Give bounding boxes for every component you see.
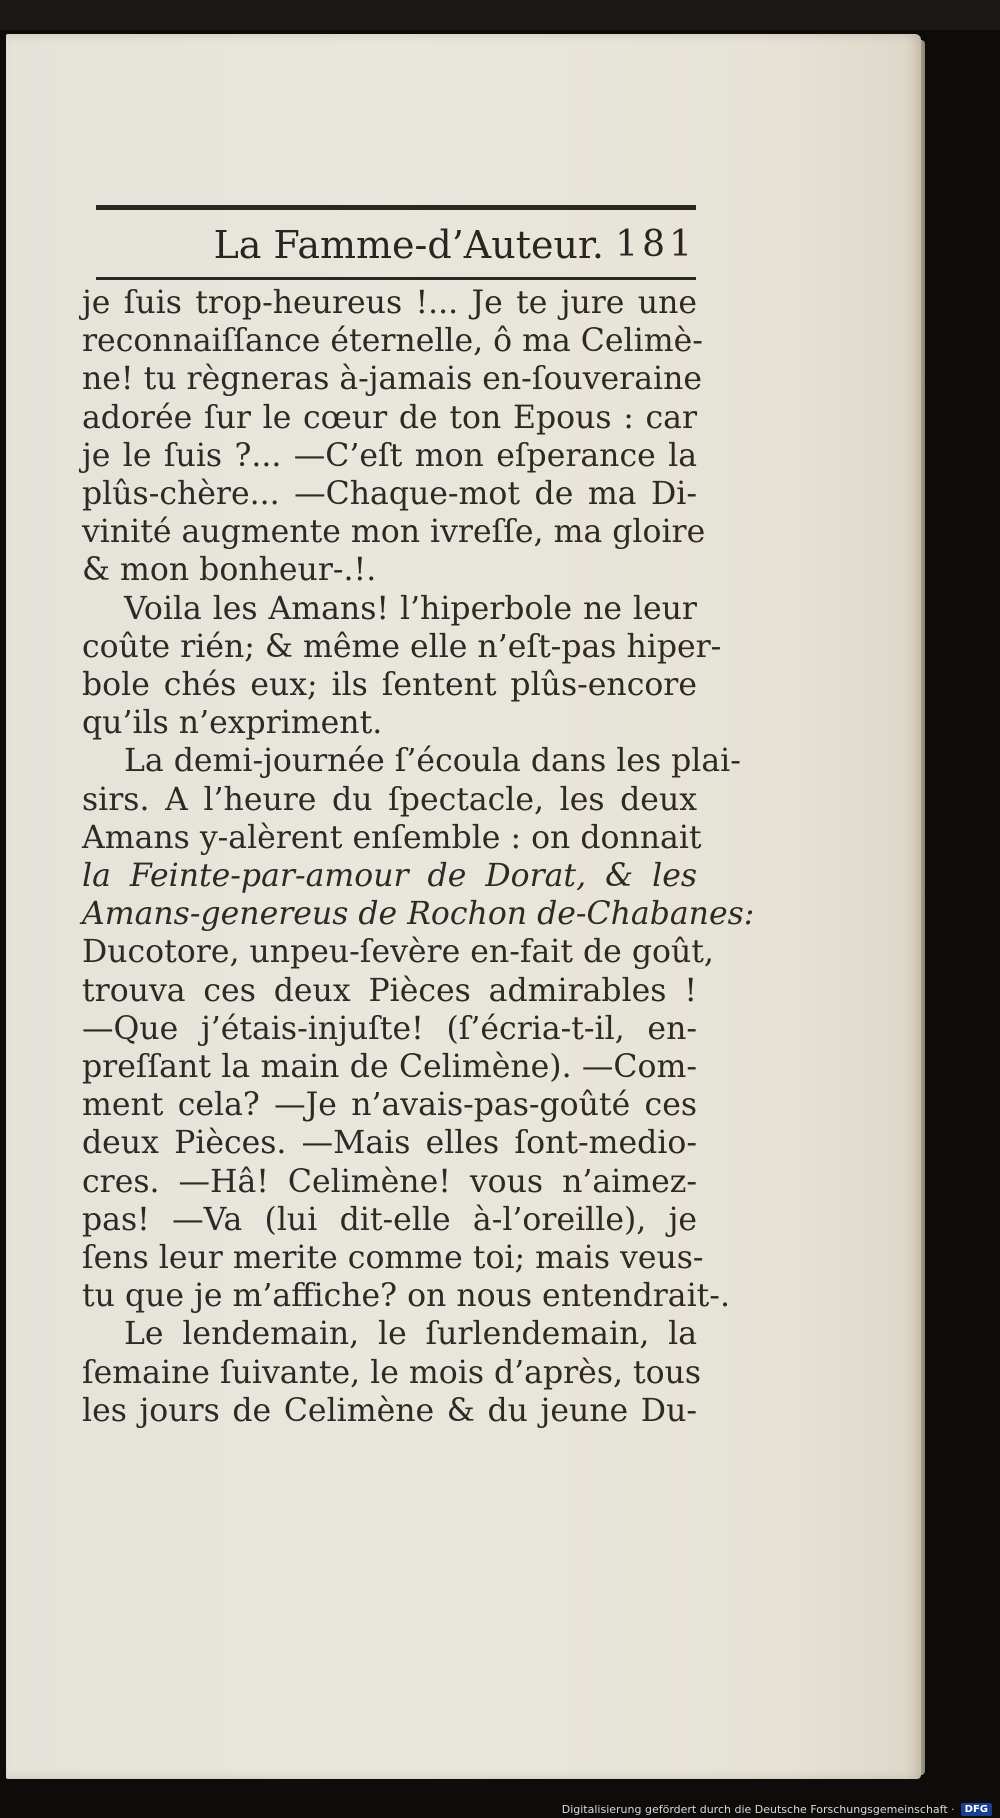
- text-line: les jours de Celimène & du jeune Du-: [82, 1392, 697, 1429]
- dfg-logo: DFG: [961, 1803, 992, 1816]
- funding-credit: Digitalisierung gefördert durch die Deutsche Forschungsgemeinschaft ·: [561, 1802, 955, 1816]
- text-line: qu’ils n’expriment.: [82, 705, 383, 742]
- text-line: reconnaiſſance éternelle, ô ma Celimè-: [82, 323, 703, 360]
- digitization-footer: [562, 1800, 992, 1818]
- text-line: adorée ſur le cœur de ton Epous : car: [82, 399, 697, 436]
- text-line: pas! —Va (lui dit-elle à-l’oreille), je: [82, 1201, 697, 1238]
- text-line: trouva ces deux Pièces admirables !: [82, 972, 697, 1009]
- text-line: je ſuis trop-heureus !... Je te jure une: [82, 285, 697, 321]
- running-title: La Famme-d’Auteur.: [213, 223, 604, 267]
- text-line: bole chés eux; ils ſentent plûs-encore: [82, 667, 697, 704]
- text-line: ſemaine ſuivante, le mois d’après, tous: [82, 1354, 702, 1391]
- scan-background-top: [0, 0, 1000, 30]
- text-line: & mon bonheur-.!.: [82, 552, 377, 589]
- header-rule-top: [96, 205, 696, 210]
- text-line: sirs. A l’heure du ſpectacle, les deux: [82, 781, 697, 818]
- text-line: plûs-chère... —Chaque-mot de ma Di-: [82, 476, 697, 513]
- text-line: tu que je m’affiche? on nous entendrait-.: [82, 1278, 730, 1315]
- text-line: ment cela? —Je n’avais-pas-goûté ces: [82, 1087, 697, 1124]
- text-line: ne! tu règneras à-jamais en-ſouveraine: [82, 361, 703, 398]
- text-line: preſſant la main de Celimène). —Com-: [82, 1049, 697, 1086]
- text-line: cres. —Hâ! Celimène! vous n’aimez-: [82, 1163, 697, 1200]
- text-line: Le lendemain, le ſurlendemain, la: [124, 1316, 697, 1353]
- text-line: Ducotore, unpeu-ſevère en-fait de goût,: [82, 934, 714, 971]
- running-header: [96, 216, 696, 274]
- header-rule-bottom: [96, 277, 696, 280]
- text-line: La demi-journée ſ’écoula dans les plai-: [124, 743, 741, 780]
- text-line: Amans y-alèrent enſemble : on donnait: [82, 819, 702, 856]
- text-line: la Feinte-par-amour de Dorat, & les: [82, 858, 697, 895]
- text-line: je le ſuis ?... —C’eſt mon eſperance la: [82, 437, 697, 474]
- text-line: —Que j’étais-injuſte! (ſ’écria-t-il, en-: [82, 1010, 697, 1047]
- body-text: [82, 284, 755, 1430]
- text-line: Amans-genereus de Rochon de-Chabanes:: [82, 896, 755, 933]
- page-number: 181: [615, 224, 696, 265]
- text-line: Voila les Amans! l’hiperbole ne leur: [124, 590, 697, 627]
- text-line: ſens leur merite comme toi; mais veus-: [82, 1240, 704, 1277]
- text-line: deux Pièces. —Mais elles ſont-medio-: [82, 1125, 697, 1162]
- text-line: coûte rién; & même elle n’eſt-pas hiper-: [82, 628, 722, 665]
- text-line: vinité augmente mon ivreſſe, ma gloire: [82, 514, 706, 551]
